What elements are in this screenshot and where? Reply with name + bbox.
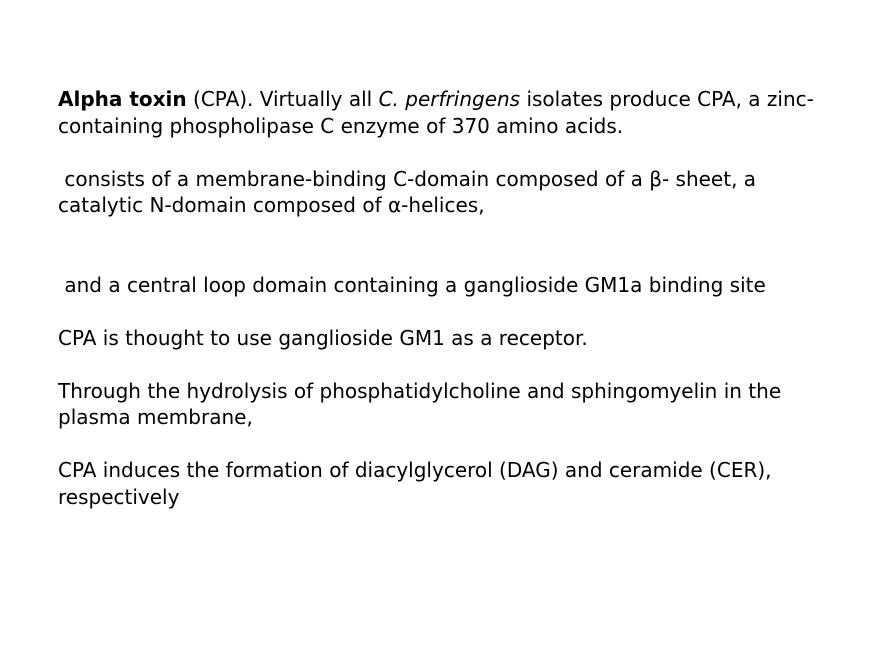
paragraph-receptor: CPA is thought to use ganglioside GM1 as a receptor. <box>58 325 588 350</box>
slide-body-text <box>58 86 838 510</box>
spacer <box>58 298 838 325</box>
alpha-toxin-heading: Alpha toxin <box>58 87 187 111</box>
paragraph-structure: consists of a membrane-binding C-domain composed of a β- sheet, a catalytic N-domain composed of α-helices, <box>58 166 763 217</box>
paragraph-alpha-toxin <box>58 86 838 139</box>
spacer <box>58 431 838 458</box>
spacer <box>58 139 838 166</box>
paragraph-text: isolates produce CPA, a zinc-containing phospholipase C enzyme of 370 amino acids. <box>58 87 814 138</box>
spacer <box>58 219 838 272</box>
spacer <box>58 351 838 378</box>
paragraph-hydrolysis: Through the hydrolysis of phosphatidylcholine and sphingomyelin in the plasma membrane, <box>58 378 788 429</box>
paragraph-dag-cer: CPA induces the formation of diacylglycerol (DAG) and ceramide (CER), respectively <box>58 458 778 509</box>
species-name: C. perfringens <box>378 87 521 111</box>
paragraph-text: (CPA). Virtually all <box>186 87 379 111</box>
paragraph-loop-domain: and a central loop domain containing a ganglioside GM1a binding site <box>58 272 766 297</box>
